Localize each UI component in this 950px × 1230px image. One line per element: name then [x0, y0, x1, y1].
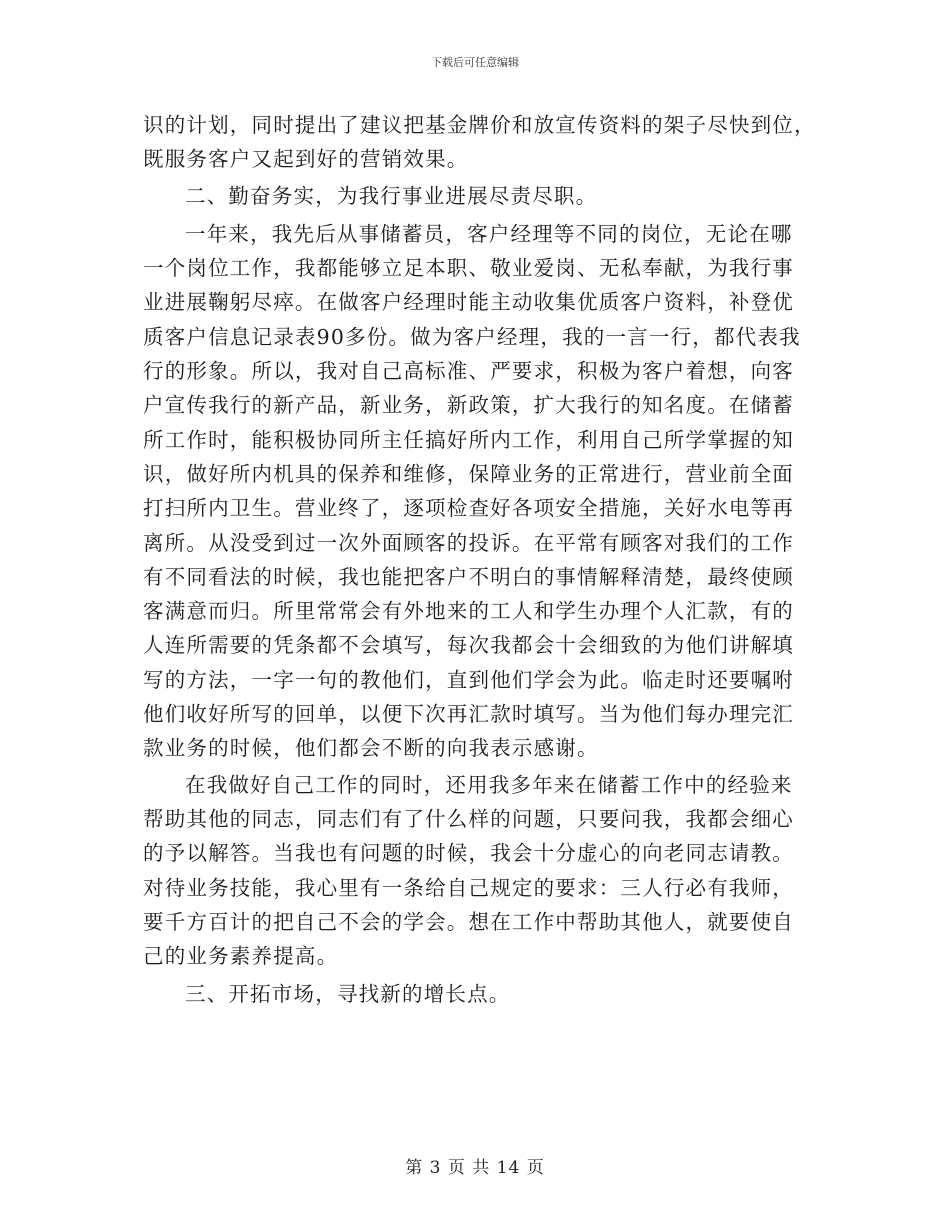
- text-line: 帮助其他的同志，同志们有了什么样的问题，只要问我，我都会细心: [143, 806, 794, 831]
- text-line: 己的业务素养提高。: [143, 944, 339, 969]
- document-body: [143, 108, 816, 1012]
- text-line: 户宣传我行的新产品，新业务，新政策，扩大我行的知名度。在储蓄: [143, 393, 794, 418]
- text-line: 识的计划，同时提出了建议把基金牌价和放宣传资料的架子尽快到位，: [143, 113, 816, 137]
- page-footer: 第 3 页 共 14 页: [405, 1158, 545, 1178]
- text-line: 一年来，我先后从事储蓄员，客户经理等不同的岗位，无论在哪: [185, 221, 793, 246]
- text-line: 业进展鞠躬尽瘁。在做客户经理时能主动收集优质客户资料，补登优: [143, 290, 794, 315]
- text-line: 识，做好所内机具的保养和维修，保障业务的正常进行，营业前全面: [143, 461, 794, 486]
- text-line: 有不同看法的时候，我也能把客户不明白的事情解释清楚，最终使顾: [143, 564, 794, 589]
- text-line: 对待业务技能，我心里有一条给自己规定的要求：三人行必有我师，: [143, 875, 794, 900]
- text-line: 所工作时，能积极协同所主任搞好所内工作，利用自己所学掌握的知: [143, 427, 794, 452]
- text-line: 他们收好所写的回单，以便下次再汇款时填写。当为他们每办理完汇: [143, 702, 794, 727]
- text-line: 既服务客户又起到好的营销效果。: [143, 147, 469, 172]
- text-line: 打扫所内卫生。营业终了，逐项检查好各项安全措施，关好水电等再: [143, 496, 794, 521]
- text-line: 离所。从没受到过一次外面顾客的投诉。在平常有顾客对我们的工作: [143, 530, 794, 555]
- text-line: 写的方法，一字一句的教他们，直到他们学会为此。临走时还要嘱咐: [143, 667, 794, 692]
- page-header: 下载后可任意编辑: [431, 56, 519, 69]
- text-line: 质客户信息记录表90多份。做为客户经理，我的一言一行，都代表我: [143, 324, 801, 349]
- text-line: 在我做好自己工作的同时，还用我多年来在储蓄工作中的经验来: [185, 772, 793, 797]
- text-line: 的予以解答。当我也有问题的时候，我会十分虚心的向老同志请教。: [143, 841, 794, 866]
- text-line: 客满意而归。所里常常会有外地来的工人和学生办理个人汇款，有的: [143, 599, 794, 624]
- text-line: 行的形象。所以，我对自己高标准、严要求，积极为客户着想，向客: [143, 359, 794, 384]
- text-line: 要千方百计的把自己不会的学会。想在工作中帮助其他人，就要使自: [143, 909, 794, 934]
- text-line: 人连所需要的凭条都不会填写，每次我都会十会细致的为他们讲解填: [143, 633, 794, 658]
- section-heading: 三、开拓市场，寻找新的增长点。: [185, 982, 511, 1007]
- text-line: 款业务的时候，他们都会不断的向我表示感谢。: [143, 736, 599, 761]
- text-line: 一个岗位工作，我都能够立足本职、敬业爱岗、无私奉献，为我行事: [143, 256, 794, 281]
- section-heading: 二、勤奋务实，为我行事业进展尽责尽职。: [185, 183, 598, 208]
